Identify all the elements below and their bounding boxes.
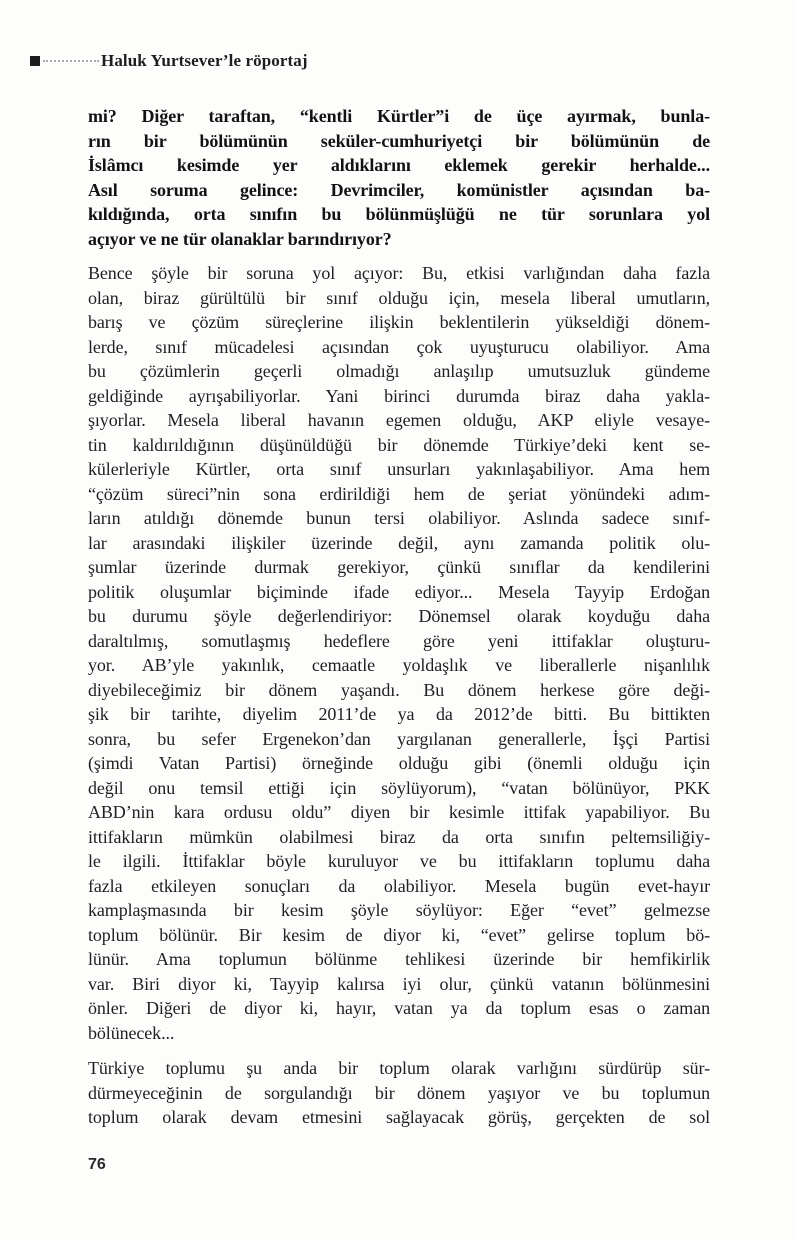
- text-line: le ilgili. İttifaklar böyle kuruluyor ve bu ittifakların toplumu daha: [88, 851, 710, 871]
- text-line: kamplaşmasında bir kesim şöyle söylüyor: Eğer “evet” gelmezse: [88, 900, 710, 920]
- text-line: kıldığında, orta sınıfın bu bölünmüşlüğü ne tür sorunlara yol: [88, 204, 710, 224]
- square-bullet-icon: [30, 56, 40, 66]
- text-line: fazla etkileyen sonuçları da olabiliyor. Mesela bugün evet-hayır: [88, 875, 710, 896]
- running-header: [30, 51, 308, 71]
- text-line: politik oluşumlar biçiminde ifade ediyor... Mesela Tayyip Erdoğan: [88, 581, 710, 602]
- text-line: geldiğinde ayrışabiliyorlar. Yani birinci durumda biraz daha yakla-: [88, 385, 710, 406]
- text-line: olan, biraz gürültülü bir sınıf olduğu için, mesela liberal umutların,: [88, 287, 710, 308]
- page-number: 76: [88, 1156, 106, 1173]
- question-paragraph: [88, 104, 710, 251]
- text-line: yor. AB’yle yakınlık, cemaatle yoldaşlık ve liberallerle nişanlılık: [88, 655, 710, 675]
- text-line: toplum olarak devam etmesini sağlayacak görüş, gerçekten de sol: [88, 1107, 710, 1127]
- text-line: rın bir bölümünün seküler-cumhuriyetçi bir bölümünün de: [88, 130, 710, 151]
- text-line: Bence şöyle bir soruna yol açıyor: Bu, etkisi varlığından daha fazla: [88, 263, 710, 283]
- text-line: var. Biri diyor ki, Tayyip kalırsa iyi olur, çünkü vatanın bölünmesini: [88, 973, 710, 994]
- text-line: lerde, sınıf mücadelesi açısından çok uyuşturucu olabiliyor. Ama: [88, 336, 710, 357]
- text-line: ABD’nin kara ordusu oldu” diyen bir kesimle ittifak yapabiliyor. Bu: [88, 802, 710, 822]
- text-line: toplum bölünür. Bir kesim de diyor ki, “evet” gelirse toplum bö-: [88, 924, 710, 945]
- text-line: şıyorlar. Mesela liberal havanın egemen olduğu, AKP eliyle vesaye-: [88, 410, 710, 430]
- text-line: lar arasındaki ilişkiler üzerinde değil, aynı zamanda politik olu-: [88, 532, 710, 553]
- text-line: İslâmcı kesimde yer aldıklarını eklemek gerekir herhalde...: [88, 155, 710, 175]
- text-line: bu çözümlerin geçerli olmadığı anlaşılıp umutsuzluk gündeme: [88, 361, 710, 381]
- text-line: sonra, bu sefer Ergenekon’dan yargılanan generallerle, İşçi Partisi: [88, 728, 710, 749]
- text-line: Asıl soruma gelince: Devrimciler, komünistler açısından ba-: [88, 179, 710, 200]
- text-line: şumlar üzerinde durmak gerekiyor, çünkü sınıflar da kendilerini: [88, 557, 710, 577]
- text-line: şik bir tarihte, diyelim 2011’de ya da 2012’de bitti. Bu bittikten: [88, 704, 710, 724]
- text-line: dürmeyeceğinin de sorgulandığı bir dönem yaşıyor ve bu toplumun: [88, 1082, 710, 1103]
- text-line: daraltılmış, somutlaşmış hedeflere göre yeni ittifaklar oluşturu-: [88, 630, 710, 651]
- text-line: değil onu temsil ettiği için söylüyorum), “vatan bölünüyor, PKK: [88, 777, 710, 798]
- text-line: tin kaldırıldığının düşünüldüğü bir dönemde Türkiye’deki kent se-: [88, 434, 710, 455]
- text-line: bölünecek...: [88, 1022, 175, 1043]
- dotted-rule: [43, 60, 99, 62]
- text-line: önler. Diğeri de diyor ki, hayır, vatan ya da toplum esas o zaman: [88, 998, 710, 1018]
- text-line: lünür. Ama toplumun bölünme tehlikesi üzerinde bir hemfikirlik: [88, 949, 710, 969]
- text-line: açıyor ve ne tür olanaklar barındırıyor?: [88, 228, 392, 249]
- text-line: külerleriyle Kürtler, orta sınıf unsurları yakınlaşabiliyor. Ama hem: [88, 459, 710, 479]
- text-line: mi? Diğer taraftan, “kentli Kürtler”i de üçe ayırmak, bunla-: [88, 106, 710, 126]
- text-line: barış ve çözüm süreçlerine ilişkin beklentilerin yükseldiği dönem-: [88, 312, 710, 332]
- text-column: [88, 104, 710, 1141]
- text-line: diyebileceğimiz bir dönem yaşandı. Bu dönem herkese göre deği-: [88, 679, 710, 700]
- text-line: “çözüm süreci”nin sona erdirildiği hem de şeriat yönündeki adım-: [88, 483, 710, 504]
- text-line: ittifakların mümkün olabilmesi biraz da orta sınıfın peltemsiliğiy-: [88, 826, 710, 847]
- running-header-title: Haluk Yurtsever’le röportaj: [101, 51, 308, 70]
- text-line: Türkiye toplumu şu anda bir toplum olarak varlığını sürdürüp sür-: [88, 1058, 710, 1078]
- text-line: (şimdi Vatan Partisi) örneğinde olduğu gibi (önemli olduğu için: [88, 753, 710, 773]
- text-line: ların atıldığı dönemde bunun tersi olabiliyor. Aslında sadece sınıf-: [88, 508, 710, 528]
- text-line: bu durumu şöyle değerlendiriyor: Dönemsel olarak koyduğu daha: [88, 606, 710, 626]
- answer-paragraph: [88, 261, 710, 1045]
- continuation-paragraph: [88, 1056, 710, 1130]
